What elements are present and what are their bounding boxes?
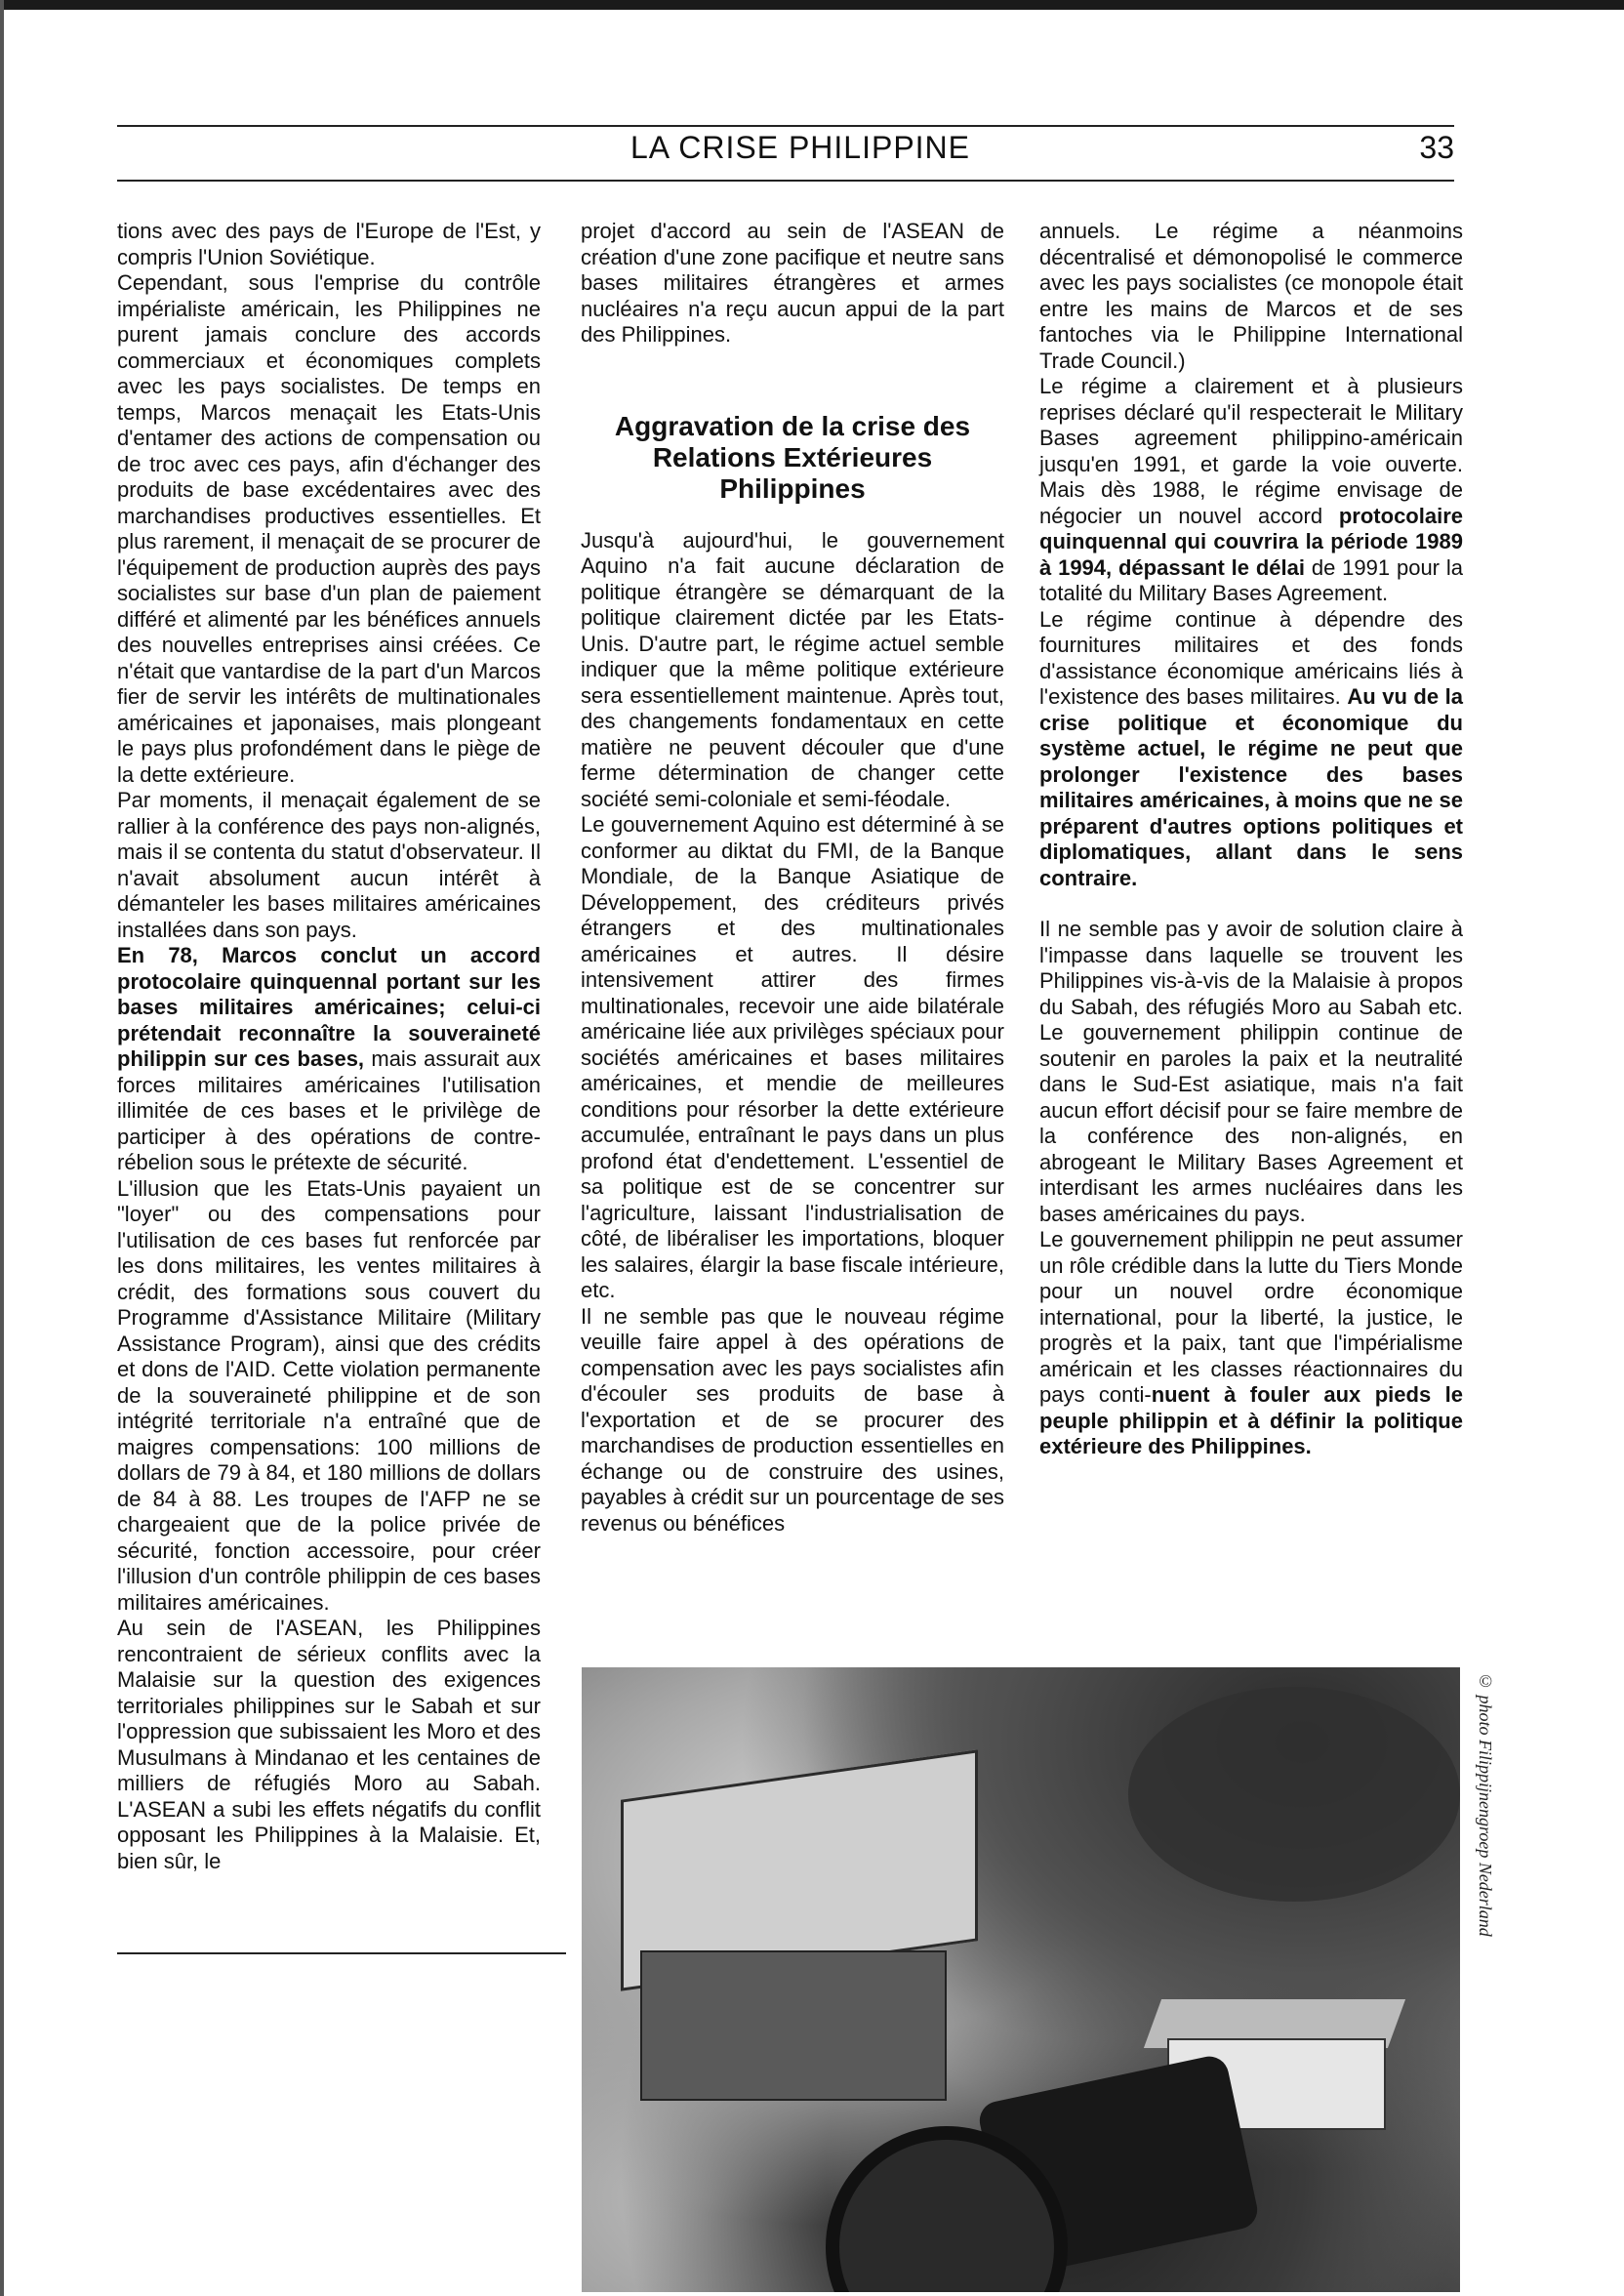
paragraph: Cependant, sous l'emprise du contrôle impérialiste américain, les Philippines ne purent jamais conclure des accords commerciaux et économiques complets avec les pays socialistes. De temps en temps, Marcos menaçait les Etats-Unis d'entamer des actions de compensation ou de troc avec ces pays, afin d'échanger des produits de base excédentaires avec des marchandises productives essentielles. Et plus rarement, il menaçait de se procurer de l'équipement de production auprès des pays socialistes sur base d'un plan de paiement différé et alimenté par les bénéfices annuels des nouvelles entreprises ainsi créées. Ce n'était que vantardise de la part d'un Marcos fier de servir les intérêts de multinationales américaines et japonaises, mais plongeant le pays plus profondément dans le piège de la dette extérieure.: [117, 270, 541, 787]
bold-text: nuent à fouler aux pieds le peuple philippin et à définir la politique extérieure des Philippines.: [1039, 1382, 1463, 1458]
bold-text: Au vu de la crise politique et économique du système actuel, le régime ne peut que prolonger l'existence des bases militaires américaines, à moins que ne se préparent d'autres options politiques et diplomatiques, allant dans le sens contraire.: [1039, 684, 1463, 890]
section-heading: Aggravation de la crise des Relations Extérieures Philippines: [614, 410, 971, 504]
paragraph: Par moments, il menaçait également de se rallier à la conférence des pays non-alignés, mais il se contenta du statut d'observateur. Il n'avait absolument aucun intérêt à démanteler les bases militaires américaines installées dans son pays.: [117, 788, 541, 942]
article-column-1: [117, 219, 541, 1874]
column-end-rule: [117, 1952, 566, 1954]
photo-smoke: [1128, 1687, 1460, 1902]
paragraph: projet d'accord au sein de l'ASEAN de création d'une zone pacifique et neutre sans bases militaires étrangères et armes nucléaires n'a reçu aucun appui de la part des Philippines.: [581, 219, 1004, 347]
paragraph: Au sein de l'ASEAN, les Philippines rencontraient de sérieux conflits avec la Malaisie sur la question des exigences territoriales philippines sur le Sabah et sur l'oppression que subissaient les Moro et des Musulmans à Mindanao et les centaines de milliers de réfugiés Moro au Sabah. L'ASEAN a subi les effets négatifs du conflit opposant les Philippines à la Malaisie. Et, bien sûr, le: [117, 1616, 541, 1873]
paragraph: [117, 943, 541, 1176]
paragraph-text: Le régime continue à dépendre des fournitures militaires et des fonds d'assistance économique américains liés à l'existence des bases militaires.: [1039, 606, 1463, 709]
paragraph-text: de 1991 pour la totalité du Military Bases Agreement.: [1039, 554, 1463, 605]
paragraph: Il ne semble pas que le nouveau régime veuille faire appel à des opérations de compensation avec les pays socialistes afin d'écouler ses produits de base à l'exportation et de se procurer des marchandises de production essentielles en échange ou de construire des usines, payables à crédit sur un pourcentage de ses revenus ou bénéfices: [581, 1303, 1004, 1536]
paragraph: [1039, 374, 1463, 607]
page-number: 33: [1419, 130, 1454, 165]
news-photo: [582, 1667, 1460, 2292]
paragraph: L'illusion que les Etats-Unis payaient un "loyer" ou des compensations pour l'utilisation de ces bases fut renforcée par les dons militaires, les ventes militaires à crédit, des formations sous couvert du Programme d'Assistance Militaire (Military Assistance Program), ainsi que des crédits et dons de l'AID. Cette violation permanente de la souveraineté philippine et de son intégrité territoriale n'a entraîné que de maigres compensations: 100 millions de dollars de 79 à 84, et 180 millions de dollars de 84 à 88. Les troupes de l'AFP ne se chargeaient que de la police privée de sécurité, fonction accessoire, pour créer l'illusion d'un contrôle philippin de ces bases militaires américaines.: [117, 1175, 541, 1615]
photo-wall: [640, 1950, 947, 2101]
paragraph-text: Le régime a clairement et à plusieurs reprises déclaré qu'il respecterait le Military Bases agreement philippino-américain jusqu'en 1991, et garde la voie ouverte. Mais dès 1988, le régime envisage de négocier un nouvel accord: [1039, 374, 1463, 528]
running-title: LA CRISE PHILIPPINE: [629, 130, 970, 165]
paragraph: Le gouvernement Aquino est déterminé à se conformer au diktat du FMI, de la Banque Mondiale, de la Banque Asiatique de Développement, des créditeurs privés étrangers et des multinationales américaines et autres. Il désire intensivement attirer des firmes multinationales, recevoir une aide bilatérale américaine liée aux privilèges spéciaux pour sociétés américaines et bases militaires américaines, et mendie de meilleures conditions pour résorber la dette extérieure accumulée, entraînant le pays dans un plus profond état d'endettement. L'essentiel de sa politique est de se concentrer sur l'agriculture, laissant l'industrialisation de côté, de libéraliser les importations, bloquer les salaires, élargir la base fiscale intérieure, etc.: [581, 812, 1004, 1302]
paragraph: annuels. Le régime a néanmoins décentralisé et démonopolisé le commerce avec les pays socialistes (ce monopole était entre les mains de Marcos et de ses fantoches via le Philippine International Trade Council.): [1039, 219, 1463, 373]
spacer: [581, 348, 1004, 411]
paragraph: tions avec des pays de l'Europe de l'Est, y compris l'Union Soviétique.: [117, 219, 541, 269]
paragraph: Il ne semble pas y avoir de solution claire à l'impasse dans laquelle se trouvent les Philippines vis-à-vis de la Malaisie à propos du Sabah, des réfugiés Moro au Sabah etc. Le gouvernement philippin continue de soutenir en paroles la paix et la neutralité dans le Sud-Est asiatique, mais n'a fait aucun effort décisif pour se faire membre de la conférence des non-alignés, en abrogeant le Military Bases Agreement et interdisant les armes nucléaires dans les bases américaines du pays.: [1039, 917, 1463, 1226]
header-rule-top: [117, 125, 1454, 127]
paragraph: [1039, 607, 1463, 892]
article-column-3: [1039, 219, 1463, 1460]
bold-text: En 78, Marcos conclut un accord protocolaire quinquennal portant sur les bases militaires américaines; celui-ci prétendait reconnaître la souveraineté philippin sur ces bases,: [117, 943, 541, 1071]
bold-text: protocolaire quinquennal qui couvrira la période 1989 à 1994, dépassant le délai: [1039, 503, 1463, 580]
article-column-2: [581, 219, 1004, 1537]
paragraph: Jusqu'à aujourd'hui, le gouvernement Aquino n'a fait aucune déclaration de politique étrangère se démarquant de la politique clairement dictée par les Etats-Unis. D'autre part, le régime actuel semble indiquer que la même politique extérieure sera essentiellement maintenue. Après tout, des changements fondamentaux en cette matière ne peuvent découler que d'une ferme détermination de changer cette société semi-coloniale et semi-féodale.: [581, 527, 1004, 811]
paragraph-text: mais assurait aux forces militaires américaines l'utilisation illimitée de ces bases et le privilège de participer à des opérations de contre-rébelion sous le prétexte de sécurité.: [117, 1046, 541, 1174]
header-rule-bottom: [117, 180, 1454, 182]
paragraph-text: Le gouvernement philippin ne peut assumer un rôle crédible dans la lutte du Tiers Monde pour un nouvel ordre économique international, pour la liberté, la justice, le progrès et la paix, tant que l'impérialisme américain et les classes réactionnaires du pays conti-: [1039, 1227, 1463, 1407]
spacer: [1039, 891, 1463, 917]
photo-credit: © photo Filippijnengroep Nederland: [1476, 1671, 1495, 1937]
paragraph: [1039, 1227, 1463, 1460]
page-edge-top: [0, 0, 1624, 10]
page-edge-left: [0, 0, 4, 2296]
